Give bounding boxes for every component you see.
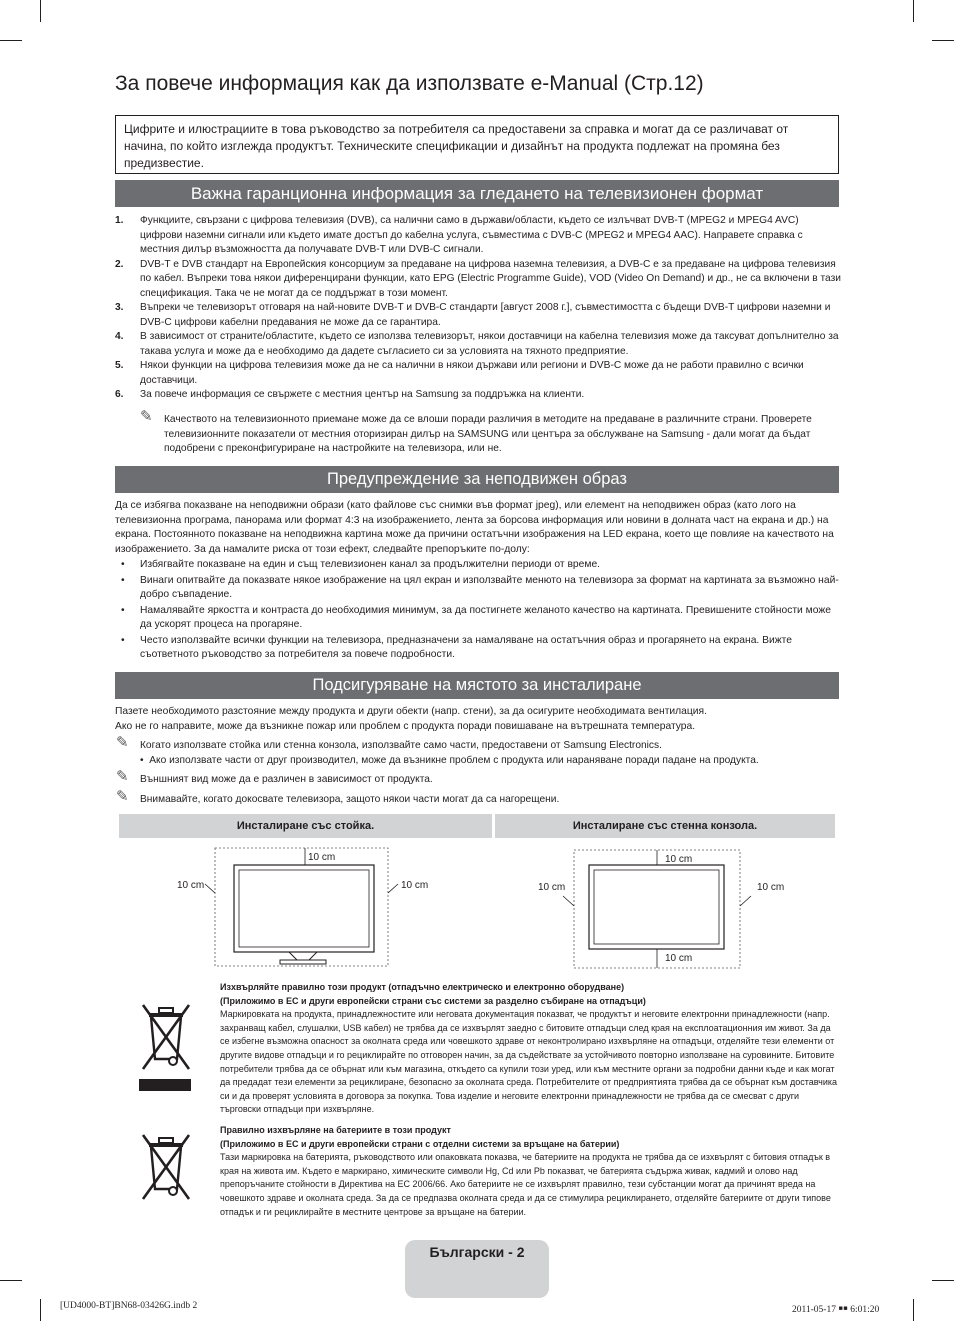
- list-item: 6. За повече информация се свържете с местния център на Samsung за поддръжка на клиенти.: [115, 389, 585, 400]
- print-timestamp: 2011-05-17 ￭￭ 6:01:20: [792, 1305, 880, 1315]
- leader-line: [740, 896, 751, 906]
- clearance-label-top: 10 cm: [308, 852, 336, 863]
- crop-mark: [932, 40, 954, 41]
- tv-frame: [589, 865, 724, 949]
- list-item: 2. DVB-T е DVB стандарт на Европейския консорциум за предаване на цифрова наземна телевизия, а DVB-C е за предаване на цифрова телевизия по кабел. Въпреки това някои диференцирани функции, като EPG (Electric Programme Guide), VOD (Video On Demand) и др., не са включени в тази спецификация. Така че не могат да се поддържат в този момент.: [115, 258, 841, 299]
- crop-mark: [0, 1280, 22, 1281]
- page-number: Български - 2: [429, 1244, 525, 1260]
- print-file-info: [UD4000-BT]BN68-03426G.indb 2: [60, 1301, 198, 1311]
- bullet-icon: •: [121, 634, 125, 646]
- bullet-icon: •: [140, 755, 150, 766]
- still-image-intro: Да се избягва показване на неподвижни образи (като файлове със снимки във формат jpeg), или елемент на неподвижен образ (като лого на телевизионна програма, панорама или формат 4:3 на изображението, лента за борсова информация или новини в долната част на екрана и др.) на екрана. Постоянното показване на неподвижна картина може да причини остатъчни изображения на LED екрана, което ще повлияе на качеството на изображението. За да намалите риска от този ефект, следвайте препоръките по-долу:: [115, 500, 834, 555]
- tv-stand-neck: [289, 952, 317, 960]
- wall-mount-installation-tab: Инсталиране със стенна конзола.: [495, 814, 835, 838]
- bullet-icon: •: [121, 604, 125, 616]
- list-item: • Често използвайте всички функции на телевизора, предназначени за намаляване на остатъчния образ и прогарянето на екрана. Вижте съответното ръководство за потребителя за повече подробности.: [121, 634, 792, 660]
- clearance-label-right: 10 cm: [757, 882, 785, 893]
- crop-mark: [913, 0, 914, 22]
- leader-line: [205, 884, 215, 893]
- section-heading-still-image: Предупреждение за неподвижен образ: [115, 466, 839, 493]
- section-heading-warranty: Важна гаранционна информация за гледането на телевизионен формат: [115, 180, 839, 207]
- tv-frame: [234, 865, 374, 952]
- wall-mount-diagram: [538, 850, 784, 968]
- list-item: 4. В зависимост от страните/областите, където се използва телевизорът, някои доставчици на кабелна телевизия може да таксуват допълнително за такава услуга и може да е необходимо да дадете съгласието си за условията на тяхното предприятие.: [115, 331, 839, 357]
- disclaimer-box: Цифрите и илюстрациите в това ръководство за потребителя са предоставени за справка и могат да се различават от начина, по който изглежда продуктът. Техническите спецификации и дизайнът на продукта подлежат на промяна без предизвестие.: [115, 115, 839, 174]
- section-heading-installation: Подсигуряване на мястото за инсталиране: [115, 672, 839, 699]
- clearance-label-left: 10 cm: [538, 882, 566, 893]
- battery-disposal-info: Правилно изхвърляне на батериите в този продукт (Приложимо в ЕС и други европейски страни с отделни системи за връщане на батерии) Тази маркировка на батерията, ръководството или опаковката показва, че батериите на продукта не трябва да се изхвърлят с битовия отпадък в края на живота им. Където е маркирано, химическите символи Hg, Cd или Pb показват, че батерията съдържа живак, кадмий и олово над препоръчаните стойности в Директива на ЕС 2006/66. Ако батериите не се изхвърлят правилно, тези субстанции могат да причинят вреда на човешкото здраве и околната среда. За да се предпазва околната среда и да се стимулира рециклирането, отделяйте батериите от други типове отпадък и ги рециклирайте в местните центрове за връщане на батерии.: [220, 1125, 831, 1217]
- clearance-label-bottom: 10 cm: [665, 953, 693, 964]
- leader-line: [388, 884, 398, 893]
- crop-mark: [40, 1299, 41, 1321]
- tv-stand-base: [280, 960, 326, 964]
- list-item: • Намалявайте яркостта и контраста до необходимия минимум, за да постигнете желаното качество на картината. Превишените стойности може да ускорят процеса на прогаряне.: [121, 604, 831, 630]
- installation-note-hot: ✎ Внимавайте, когато докосвате телевизора, защото някои части могат да са нагорещени.: [116, 788, 560, 805]
- clearance-label-left: 10 cm: [177, 880, 205, 891]
- note-pencil-icon: ✎: [116, 768, 129, 785]
- stand-installation-tab: Инсталиране със стойка.: [119, 814, 492, 838]
- clearance-label-top: 10 cm: [665, 854, 693, 865]
- bullet-icon: •: [121, 559, 125, 570]
- list-item: • Винаги опитвайте да показвате някое изображение на цял екран и използвайте менюто на телевизора за формат на картината за възможно най-добро съвпадение.: [121, 574, 839, 600]
- weee-crossed-bin-icon: [133, 997, 197, 1093]
- battery-crossed-bin-icon: [133, 1133, 197, 1203]
- reception-note: ✎ Качеството на телевизионното приемане може да се влоши поради различия в методите на предаване в различните страни. Проверете телевизионните показатели от местния оторизиран дилър на SAMSUNG или центъра за обслужване на Samsung - дали могат да бъдат подобрени с преконфигуриране на настройките на телевизора, или не.: [140, 408, 812, 454]
- crop-mark: [40, 0, 41, 22]
- page-title: За повече информация как да използвате e-Manual (Стр.12): [115, 72, 704, 95]
- installation-note-sub: • Ако използвате части от друг производител, може да възникне проблем с продукта или нараняване поради падане на продукта.: [140, 755, 759, 766]
- crop-mark: [0, 40, 22, 41]
- list-item: 3. Въпреки че телевизорът отговаря на най-новите DVB-T и DVB-C стандарти [август 2008 г.], съвместимостта с бъдещи DVB-T цифрови наземни и DVB-C цифрови кабелни предавания не може да се гарантира.: [115, 302, 831, 328]
- list-item: • Избягвайте показване на един и същ телевизионен канал за продължителни периоди от време.: [115, 558, 841, 573]
- stand-diagram: [177, 848, 428, 966]
- installation-intro: Пазете необходимото разстояние между продукта и други обекти (напр. стени), за да осигурите необходимата вентилация. Ако не го направите, може да възникне пожар или проблем с продукта поради повишаване на вътрешната температура.: [115, 706, 707, 732]
- crop-mark: [932, 1280, 954, 1281]
- leader-line: [563, 896, 574, 906]
- note-pencil-icon: ✎: [116, 734, 129, 751]
- note-pencil-icon: ✎: [116, 788, 129, 805]
- installation-clearance-diagrams: [115, 838, 839, 970]
- installation-note-parts: ✎ Когато използвате стойка или стенна конзола, използвайте само части, предоставени от Samsung Electronics.: [116, 734, 662, 751]
- still-image-tips: [115, 558, 841, 664]
- weee-disposal-info: Изхвърляйте правилно този продукт (отпадъчно електрическо и електронно оборудване) (Приложимо в ЕС и други европейски страни със системи за разделно събиране на отпадъци) Маркировката на продукта, принадлежностите или неговата документация показват, че продуктът и неговите електронни принадлежности (напр. захранващ кабел, слушалки, USB кабел) не трябва да се изхвърлят заедно с битовите отпадъци след края на експлоатационния им живот. За да се избегне възможна опасност за околната среда или човешкото здраве от неконтролирано изхвърляне на отпадъци, отделяйте тези елементи от другите видове отпадъци и го рециклирайте по отговорен начин, за да съдействате за устойчивото повторно използване на суровините. Битовите потребители трябва да се обърнат или към магазина, откъдето са купили този уред, или към местните органи за подробни данни къде и как могат да предадат тези елементи за рециклиране, безопасно за околната среда. Потребителите от предприятията трябва да се обърнат към доставчика си и да проверят условията в договора за покупка. Това изделие и неговите електронни принадлежности не трябва да се смесват с други търговски отпадъци при изхвърляне.: [220, 982, 838, 1115]
- list-item: 5. Някои функции на цифрова телевизия може да не са налични в някои държави или региони и DVB-C може да не работи правилно с всички доставчици.: [115, 360, 804, 386]
- crop-mark: [913, 1299, 914, 1321]
- clearance-label-right: 10 cm: [401, 880, 429, 891]
- installation-note-appearance: ✎ Външният вид може да е различен в зависимост от продукта.: [116, 768, 433, 785]
- warranty-list: [115, 214, 841, 403]
- bullet-icon: •: [121, 574, 125, 586]
- note-pencil-icon: ✎: [140, 408, 153, 425]
- list-item: 1. Функциите, свързани с цифрова телевизия (DVB), са налични само в държави/области, където се излъчват DVB-T (MPEG2 и MPEG4 AVC) цифрови наземни сигнали или където имате достъп до кабелна услуга, съвместима с DVB-C (MPEG2 и MPEG4 AAC). Направете справка с местния дилър възможността да получавате DVB-T или DVB-C сигнали.: [115, 215, 803, 255]
